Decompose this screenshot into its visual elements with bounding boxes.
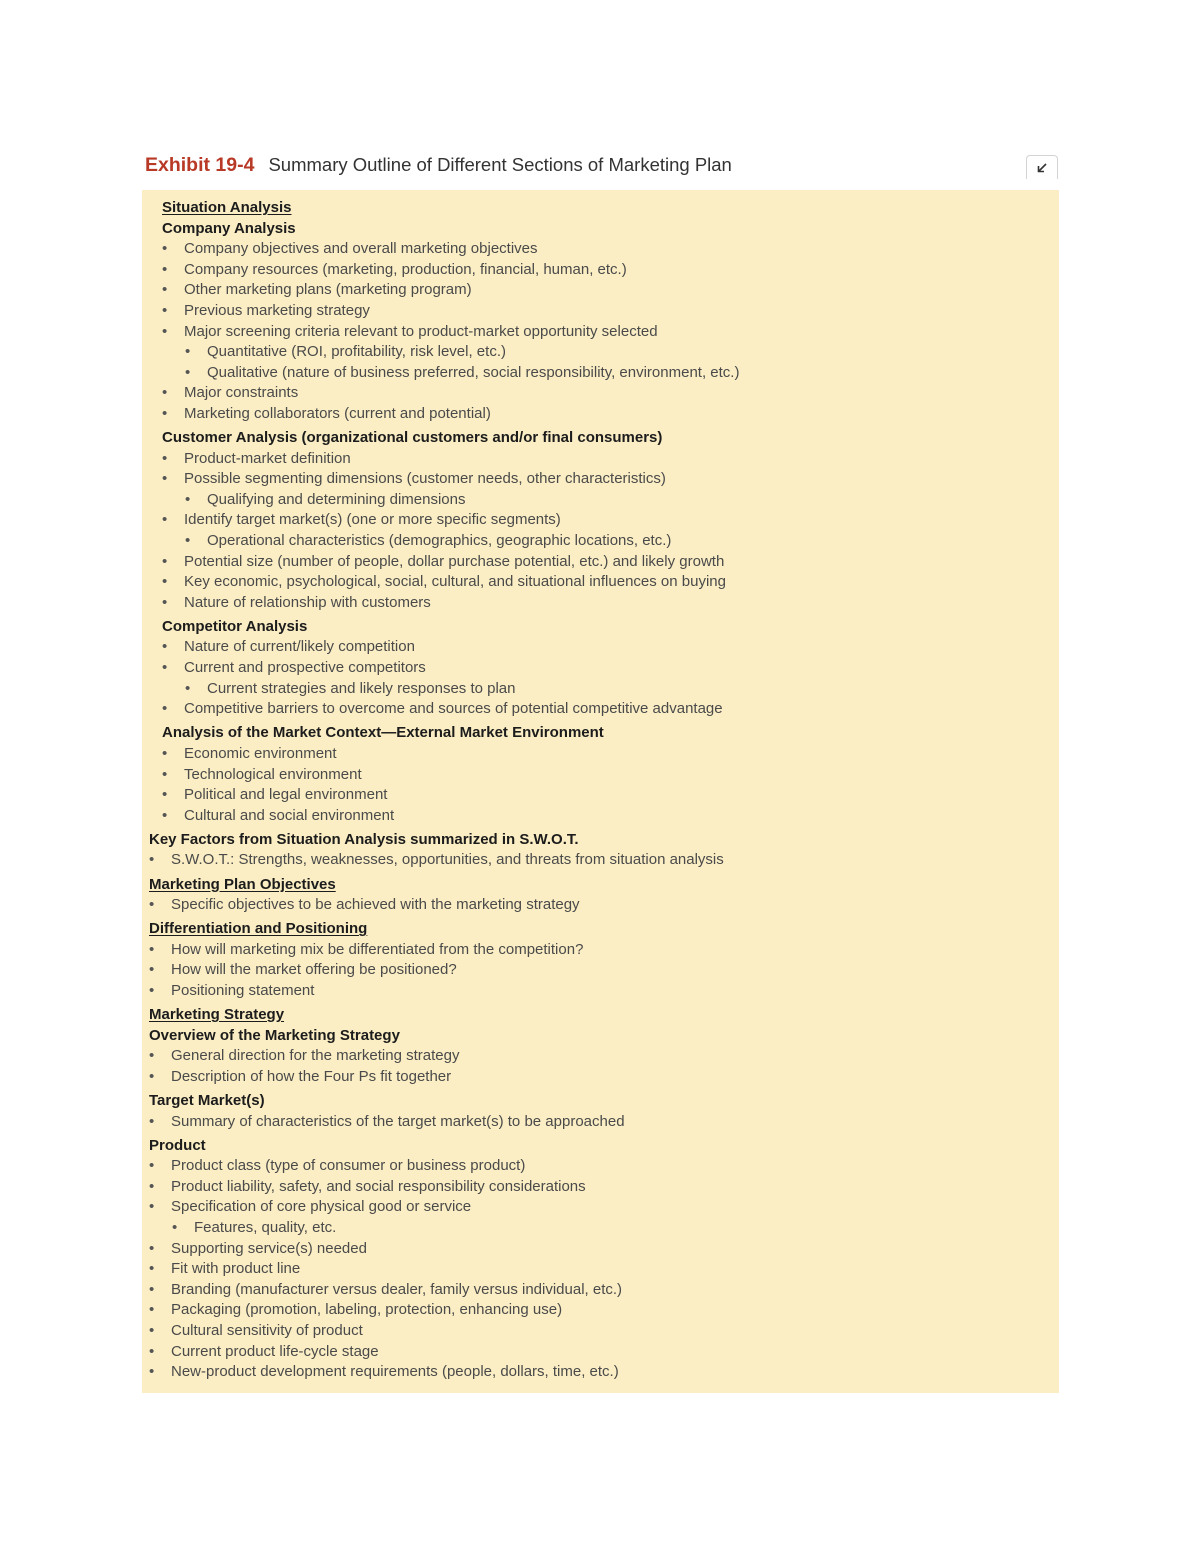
subsection-heading: Competitor Analysis xyxy=(162,617,308,635)
list-item: • Fit with product line xyxy=(142,1259,1059,1280)
list-item: • Nature of current/likely competition xyxy=(142,637,1059,658)
list-item: • Cultural and social environment xyxy=(142,806,1059,827)
list-item: • Identify target market(s) (one or more specific segments) xyxy=(142,510,1059,531)
list-item: • Branding (manufacturer versus dealer, family versus individual, etc.) xyxy=(142,1280,1059,1301)
exhibit-title: Summary Outline of Different Sections of Marketing Plan xyxy=(268,154,732,175)
subsection-heading: Target Market(s) xyxy=(149,1091,265,1109)
subsection-heading: Analysis of the Market Context—External Market Environment xyxy=(162,724,604,742)
list-item: • Competitive barriers to overcome and sources of potential competitive advantage xyxy=(142,699,1059,720)
list-item: • Current product life-cycle stage xyxy=(142,1342,1059,1363)
list-item: • Other marketing plans (marketing program) xyxy=(142,280,1059,301)
list-item: • Major screening criteria relevant to product-market opportunity selected xyxy=(142,322,1059,343)
collapse-button[interactable] xyxy=(1026,155,1058,179)
sub-list-item: • Current strategies and likely responses to plan xyxy=(142,679,1059,700)
list-item: • Technological environment xyxy=(142,765,1059,786)
list-item: • Specific objectives to be achieved with the marketing strategy xyxy=(142,895,1059,916)
list-item: • How will the market offering be positioned? xyxy=(142,960,1059,981)
list-item: • New-product development requirements (people, dollars, time, etc.) xyxy=(142,1362,1059,1383)
list-item: • Product liability, safety, and social responsibility considerations xyxy=(142,1177,1059,1198)
list-item: • Previous marketing strategy xyxy=(142,301,1059,322)
section-heading: Differentiation and Positioning xyxy=(149,920,368,938)
section-heading: Key Factors from Situation Analysis summarized in S.W.O.T. xyxy=(149,830,579,848)
list-item: • Current and prospective competitors xyxy=(142,658,1059,679)
outline-panel xyxy=(142,190,1059,1393)
list-item: • Company objectives and overall marketing objectives xyxy=(142,239,1059,260)
sub-list-item: • Operational characteristics (demographics, geographic locations, etc.) xyxy=(142,531,1059,552)
sub-list-item: • Qualifying and determining dimensions xyxy=(142,490,1059,511)
subsection-heading: Overview of the Marketing Strategy xyxy=(149,1026,400,1044)
list-item: • Economic environment xyxy=(142,744,1059,765)
list-item: • Key economic, psychological, social, cultural, and situational influences on buying xyxy=(142,572,1059,593)
list-item: • Positioning statement xyxy=(142,981,1059,1002)
list-item: • Cultural sensitivity of product xyxy=(142,1321,1059,1342)
subsection-heading: Company Analysis xyxy=(162,219,296,237)
list-item: • Packaging (promotion, labeling, protection, enhancing use) xyxy=(142,1300,1059,1321)
exhibit-label: Exhibit 19-4 xyxy=(145,154,255,176)
list-item: • Product-market definition xyxy=(142,449,1059,470)
list-item: • Possible segmenting dimensions (customer needs, other characteristics) xyxy=(142,469,1059,490)
subsection-heading: Product xyxy=(149,1136,206,1154)
section-heading: Marketing Strategy xyxy=(149,1006,285,1024)
list-item: • Company resources (marketing, production, financial, human, etc.) xyxy=(142,260,1059,281)
list-item: • Political and legal environment xyxy=(142,785,1059,806)
list-item: • Specification of core physical good or service xyxy=(142,1197,1059,1218)
section-heading: Situation Analysis xyxy=(162,199,292,216)
list-item: • S.W.O.T.: Strengths, weaknesses, opportunities, and threats from situation analysis xyxy=(142,850,1059,871)
subsection-heading: Customer Analysis (organizational customers and/or final consumers) xyxy=(162,429,663,447)
list-item: • Nature of relationship with customers xyxy=(142,593,1059,614)
list-item: • Marketing collaborators (current and potential) xyxy=(142,404,1059,425)
list-item: • Major constraints xyxy=(142,383,1059,404)
collapse-arrow-icon xyxy=(1036,162,1048,174)
sub-list-item: • Features, quality, etc. xyxy=(142,1218,1059,1239)
sub-list-item: • Quantitative (ROI, profitability, risk level, etc.) xyxy=(142,342,1059,363)
exhibit-header xyxy=(145,154,1060,184)
list-item: • Potential size (number of people, dollar purchase potential, etc.) and likely growth xyxy=(142,552,1059,573)
list-item: • How will marketing mix be differentiated from the competition? xyxy=(142,940,1059,961)
list-item: • Description of how the Four Ps fit together xyxy=(142,1067,1059,1088)
section-heading: Marketing Plan Objectives xyxy=(149,875,336,893)
list-item: • Summary of characteristics of the target market(s) to be approached xyxy=(142,1112,1059,1133)
list-item: • Supporting service(s) needed xyxy=(142,1239,1059,1260)
list-item: • General direction for the marketing strategy xyxy=(142,1046,1059,1067)
list-item: • Product class (type of consumer or business product) xyxy=(142,1156,1059,1177)
sub-list-item: • Qualitative (nature of business preferred, social responsibility, environment, etc.) xyxy=(142,363,1059,384)
